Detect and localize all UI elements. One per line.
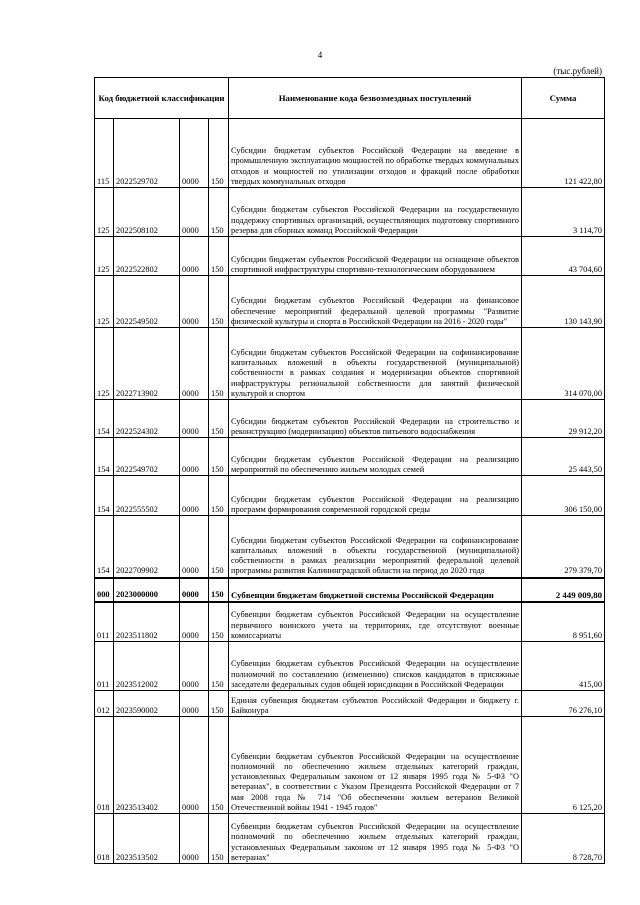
units-label: (тыс.рублей) xyxy=(553,66,602,76)
amount-cell: 314 070,00 xyxy=(522,328,605,400)
program-code-cell: 0000 xyxy=(180,438,209,476)
revenue-name-cell: Субсидии бюджетам субъектов Российской Федерации на софинансирование капитальных вложений в объекты государственной (муниципальной) собственности в рамках создания и модернизации объектов спортивной инфраструктуры региональной собственности для занятий физической культурой и спортом xyxy=(229,328,522,400)
amount-cell: 2 449 009,80 xyxy=(522,578,605,602)
revenue-name-cell: Субвенции бюджетам бюджетной системы Российской Федерации xyxy=(229,578,522,602)
revenue-name-cell: Субвенции бюджетам субъектов Российской Федерации на осуществление полномочий по составлению (изменению) списков кандидатов в присяжные заседатели федеральных судов общей юрисдикции в Российской Федерации xyxy=(229,642,522,691)
economic-code-cell: 150 xyxy=(209,119,229,188)
table-row xyxy=(95,276,605,328)
amount-cell: 25 443,50 xyxy=(522,438,605,476)
admin-code-cell: 125 xyxy=(95,237,114,276)
header-name: Наименование кода безвозмездных поступлений xyxy=(229,78,522,119)
table-row xyxy=(95,328,605,400)
amount-cell: 43 704,60 xyxy=(522,237,605,276)
economic-code-cell: 150 xyxy=(209,642,229,691)
header-sum: Сумма xyxy=(522,78,605,119)
program-code-cell: 0000 xyxy=(180,578,209,602)
revenue-code-cell: 2022549702 xyxy=(114,438,180,476)
revenue-code-cell: 2022709902 xyxy=(114,516,180,578)
revenue-code-cell: 2022522802 xyxy=(114,237,180,276)
revenue-name-cell: Субсидии бюджетам субъектов Российской Федерации на финансовое обеспечение мероприятий федеральной целевой программы "Развитие физической культуры и спорта в Российской Федерации на 2016 - 2020 годы" xyxy=(229,276,522,328)
table-row xyxy=(95,814,605,864)
admin-code-cell: 012 xyxy=(95,691,114,717)
admin-code-cell: 018 xyxy=(95,717,114,814)
amount-cell: 279 379,70 xyxy=(522,516,605,578)
economic-code-cell: 150 xyxy=(209,188,229,237)
amount-cell: 76 276,10 xyxy=(522,691,605,717)
amount-cell: 3 114,70 xyxy=(522,188,605,237)
revenue-code-cell: 2023513402 xyxy=(114,717,180,814)
economic-code-cell: 150 xyxy=(209,476,229,516)
revenue-name-cell: Субсидии бюджетам субъектов Российской Федерации на введение в промышленную эксплуатацию мощностей по обработке твердых коммунальных отходов и мощностей по утилизации отходов и фракций после обработки твердых коммунальных отходов xyxy=(229,119,522,188)
revenue-code-cell: 2023512002 xyxy=(114,642,180,691)
amount-cell: 6 125,20 xyxy=(522,717,605,814)
budget-table xyxy=(94,77,605,864)
economic-code-cell: 150 xyxy=(209,578,229,602)
amount-cell: 415,00 xyxy=(522,642,605,691)
revenue-code-cell: 2022713902 xyxy=(114,328,180,400)
revenue-code-cell: 2022524302 xyxy=(114,400,180,438)
amount-cell: 130 143,90 xyxy=(522,276,605,328)
economic-code-cell: 150 xyxy=(209,691,229,717)
program-code-cell: 0000 xyxy=(180,691,209,717)
page-number: 4 xyxy=(317,50,323,60)
revenue-code-cell: 2022508102 xyxy=(114,188,180,237)
header-code: Код бюджетной классификации xyxy=(95,78,229,119)
table-row xyxy=(95,516,605,578)
economic-code-cell: 150 xyxy=(209,400,229,438)
program-code-cell: 0000 xyxy=(180,237,209,276)
economic-code-cell: 150 xyxy=(209,438,229,476)
revenue-name-cell: Субсидии бюджетам субъектов Российской Федерации на реализацию программ формирования современной городской среды xyxy=(229,476,522,516)
table-row xyxy=(95,578,605,602)
program-code-cell: 0000 xyxy=(180,717,209,814)
program-code-cell: 0000 xyxy=(180,276,209,328)
amount-cell: 8 951,60 xyxy=(522,602,605,642)
program-code-cell: 0000 xyxy=(180,400,209,438)
table-row xyxy=(95,691,605,717)
table-row xyxy=(95,188,605,237)
revenue-code-cell: 2023000000 xyxy=(114,578,180,602)
revenue-code-cell: 2023513502 xyxy=(114,814,180,864)
revenue-name-cell: Субвенции бюджетам субъектов Российской Федерации на осуществление полномочий по обеспечению жильем отдельных категорий граждан, установленных Федеральным законом от 12 января 1995 года № 5-ФЗ "О ветеранах" xyxy=(229,814,522,864)
amount-cell: 121 422,80 xyxy=(522,119,605,188)
program-code-cell: 0000 xyxy=(180,119,209,188)
admin-code-cell: 154 xyxy=(95,476,114,516)
admin-code-cell: 000 xyxy=(95,578,114,602)
program-code-cell: 0000 xyxy=(180,328,209,400)
economic-code-cell: 150 xyxy=(209,717,229,814)
table-row xyxy=(95,119,605,188)
economic-code-cell: 150 xyxy=(209,237,229,276)
revenue-code-cell: 2022529702 xyxy=(114,119,180,188)
admin-code-cell: 018 xyxy=(95,814,114,864)
economic-code-cell: 150 xyxy=(209,602,229,642)
table-header-row xyxy=(95,78,605,119)
program-code-cell: 0000 xyxy=(180,642,209,691)
economic-code-cell: 150 xyxy=(209,516,229,578)
revenue-code-cell: 2022555502 xyxy=(114,476,180,516)
revenue-code-cell: 2023511802 xyxy=(114,602,180,642)
revenue-name-cell: Единая субвенция бюджетам субъектов Российской Федерации и бюджету г. Байконура xyxy=(229,691,522,717)
revenue-name-cell: Субсидии бюджетам субъектов Российской Федерации на софинансирование капитальных вложений в объекты государственной (муниципальной) собственности в рамках реализации мероприятий федеральной целевой программы развития Калининградской области на период до 2020 года xyxy=(229,516,522,578)
economic-code-cell: 150 xyxy=(209,328,229,400)
admin-code-cell: 011 xyxy=(95,602,114,642)
program-code-cell: 0000 xyxy=(180,516,209,578)
revenue-name-cell: Субвенции бюджетам субъектов Российской Федерации на осуществление первичного воинского учета на территориях, где отсутствуют военные комиссариаты xyxy=(229,602,522,642)
amount-cell: 306 150,00 xyxy=(522,476,605,516)
admin-code-cell: 154 xyxy=(95,400,114,438)
admin-code-cell: 154 xyxy=(95,516,114,578)
revenue-name-cell: Субсидии бюджетам субъектов Российской Федерации на реализацию мероприятий по обеспечению жильем молодых семей xyxy=(229,438,522,476)
admin-code-cell: 154 xyxy=(95,438,114,476)
table-row xyxy=(95,642,605,691)
table-body xyxy=(95,119,605,864)
economic-code-cell: 150 xyxy=(209,276,229,328)
amount-cell: 8 728,70 xyxy=(522,814,605,864)
revenue-code-cell: 2023590002 xyxy=(114,691,180,717)
program-code-cell: 0000 xyxy=(180,476,209,516)
table-row xyxy=(95,237,605,276)
revenue-name-cell: Субсидии бюджетам субъектов Российской Федерации на строительство и реконструкцию (модернизацию) объектов питьевого водоснабжения xyxy=(229,400,522,438)
admin-code-cell: 115 xyxy=(95,119,114,188)
table-row xyxy=(95,476,605,516)
program-code-cell: 0000 xyxy=(180,602,209,642)
program-code-cell: 0000 xyxy=(180,188,209,237)
program-code-cell: 0000 xyxy=(180,814,209,864)
admin-code-cell: 125 xyxy=(95,328,114,400)
table-row xyxy=(95,400,605,438)
table-row xyxy=(95,438,605,476)
revenue-name-cell: Субсидии бюджетам субъектов Российской Федерации на государственную поддержку спортивных организаций, осуществляющих подготовку спортивного резерва для сборных команд Российской Федерации xyxy=(229,188,522,237)
table-row xyxy=(95,717,605,814)
revenue-code-cell: 2022549502 xyxy=(114,276,180,328)
revenue-name-cell: Субсидии бюджетам субъектов Российской Федерации на оснащение объектов спортивной инфраструктуры спортивно-технологическим оборудованием xyxy=(229,237,522,276)
revenue-name-cell: Субвенции бюджетам субъектов Российской Федерации на осуществление полномочий по обеспечению жильем отдельных категорий граждан, установленных Федеральным законом от 12 января 1995 года № 5-ФЗ "О ветеранах", в соответствии с Указом Президента Российской Федерации от 7 мая 2008 года № 714 "Об обеспечении жильем ветеранов Великой Отечественной войны 1941 - 1945 годов" xyxy=(229,717,522,814)
table-row xyxy=(95,602,605,642)
amount-cell: 29 912,20 xyxy=(522,400,605,438)
admin-code-cell: 011 xyxy=(95,642,114,691)
economic-code-cell: 150 xyxy=(209,814,229,864)
admin-code-cell: 125 xyxy=(95,188,114,237)
admin-code-cell: 125 xyxy=(95,276,114,328)
